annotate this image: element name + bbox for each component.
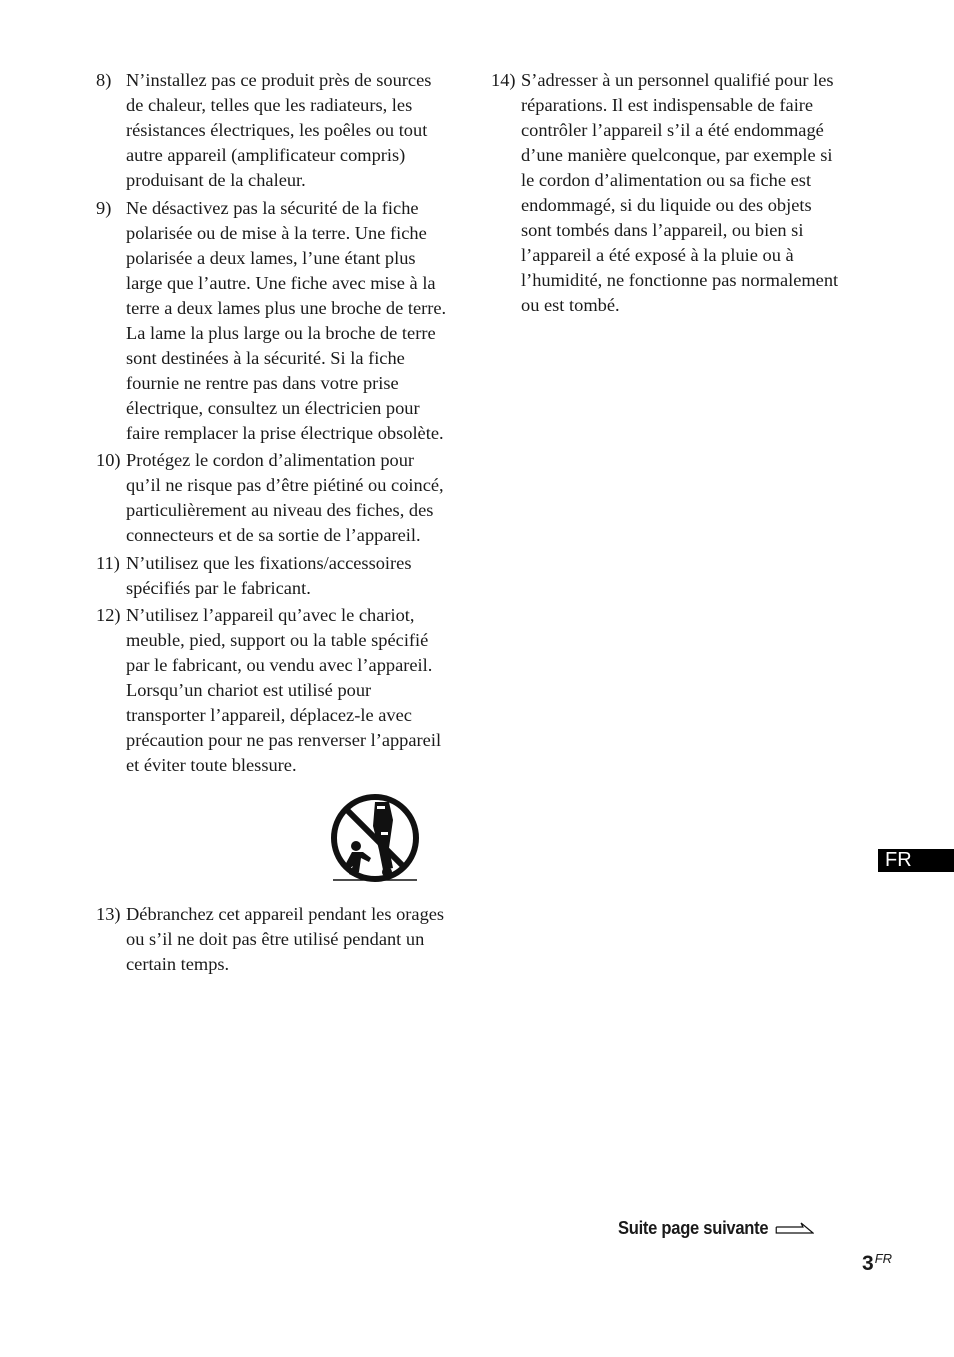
page-number-suffix: FR: [874, 1251, 893, 1266]
item-text: N’utilisez l’appareil qu’avec le chariot, meuble, pied, support ou la table spécifié par le fabricant, ou vendu avec l’appareil. Lorsqu’un chariot est utilisé pour transporter l’appareil, déplacez-le avec précaution pour ne pas renverser l’appareil et éviter toute blessure.: [126, 605, 442, 775]
item-text: Protégez le cordon d’alimentation pour qu’il ne risque pas d’être piétiné ou coincé, particulièrement au niveau des fiches, des connecteurs et de sa sortie de l’appareil.: [126, 450, 444, 545]
item-text: N’installez pas ce produit près de sources de chaleur, telles que les radiateurs, les résistances électriques, les poêles ou tout autre appareil (amplificateur compris) produisant de la chaleur.: [126, 70, 432, 190]
list-item: [96, 902, 448, 977]
list-item: [96, 68, 448, 193]
item-number: 10): [96, 450, 121, 470]
item-number: 9): [96, 197, 112, 218]
continue-next-page: [618, 1218, 814, 1239]
item-number: 8): [96, 70, 112, 90]
continue-label: Suite page suivante: [618, 1218, 769, 1238]
item-number: 12): [96, 605, 121, 625]
page-number-value: 3: [862, 1252, 874, 1275]
list-item: [96, 196, 448, 446]
list-item: [96, 603, 448, 778]
cart-warning-figure: [96, 790, 448, 902]
item-number: 14): [491, 70, 516, 90]
item-text: Ne désactivez pas la sécurité de la fiche polarisée ou de mise à la terre. Une fiche polarisée a deux lames, l’une étant plus large que l’autre. Une fiche avec mise à la terre a deux lames plus une broche de terre. La lame la plus large ou la broche de terre sont destinées à la sécurité. Si la fiche fournie ne rentre pas dans votre prise électrique, consultez un électricien pour faire remplacer la prise électrique obsolète.: [126, 197, 447, 443]
list-item: [96, 448, 448, 548]
right-arrow-icon: [776, 1222, 815, 1236]
left-column: [96, 68, 448, 980]
item-text: Débranchez cet appareil pendant les orages ou s’il ne doit pas être utilisé pendant un certain temps.: [126, 904, 445, 974]
list-item: [491, 68, 843, 318]
item-number: 11): [96, 552, 120, 573]
cart-tip-over-warning-icon: [329, 792, 423, 888]
list-item: [96, 551, 448, 601]
right-column: [491, 68, 843, 321]
page-number: [862, 1252, 892, 1276]
item-text: S’adresser à un personnel qualifié pour les réparations. Il est indispensable de faire contrôler l’appareil s’il a été endommagé d’une manière quelconque, par exemple si le cordon d’alimentation ou sa fiche est endommagé, si du liquide ou des objets sont tombés dans l’appareil, ou bien si l’appareil a été exposé à la pluie ou à l’humidité, ne fonctionne pas normalement ou est tombé.: [521, 70, 839, 315]
language-tab: FR: [878, 849, 954, 872]
item-text: N’utilisez que les fixations/accessoires spécifiés par le fabricant.: [126, 552, 412, 598]
item-number: 13): [96, 904, 121, 924]
